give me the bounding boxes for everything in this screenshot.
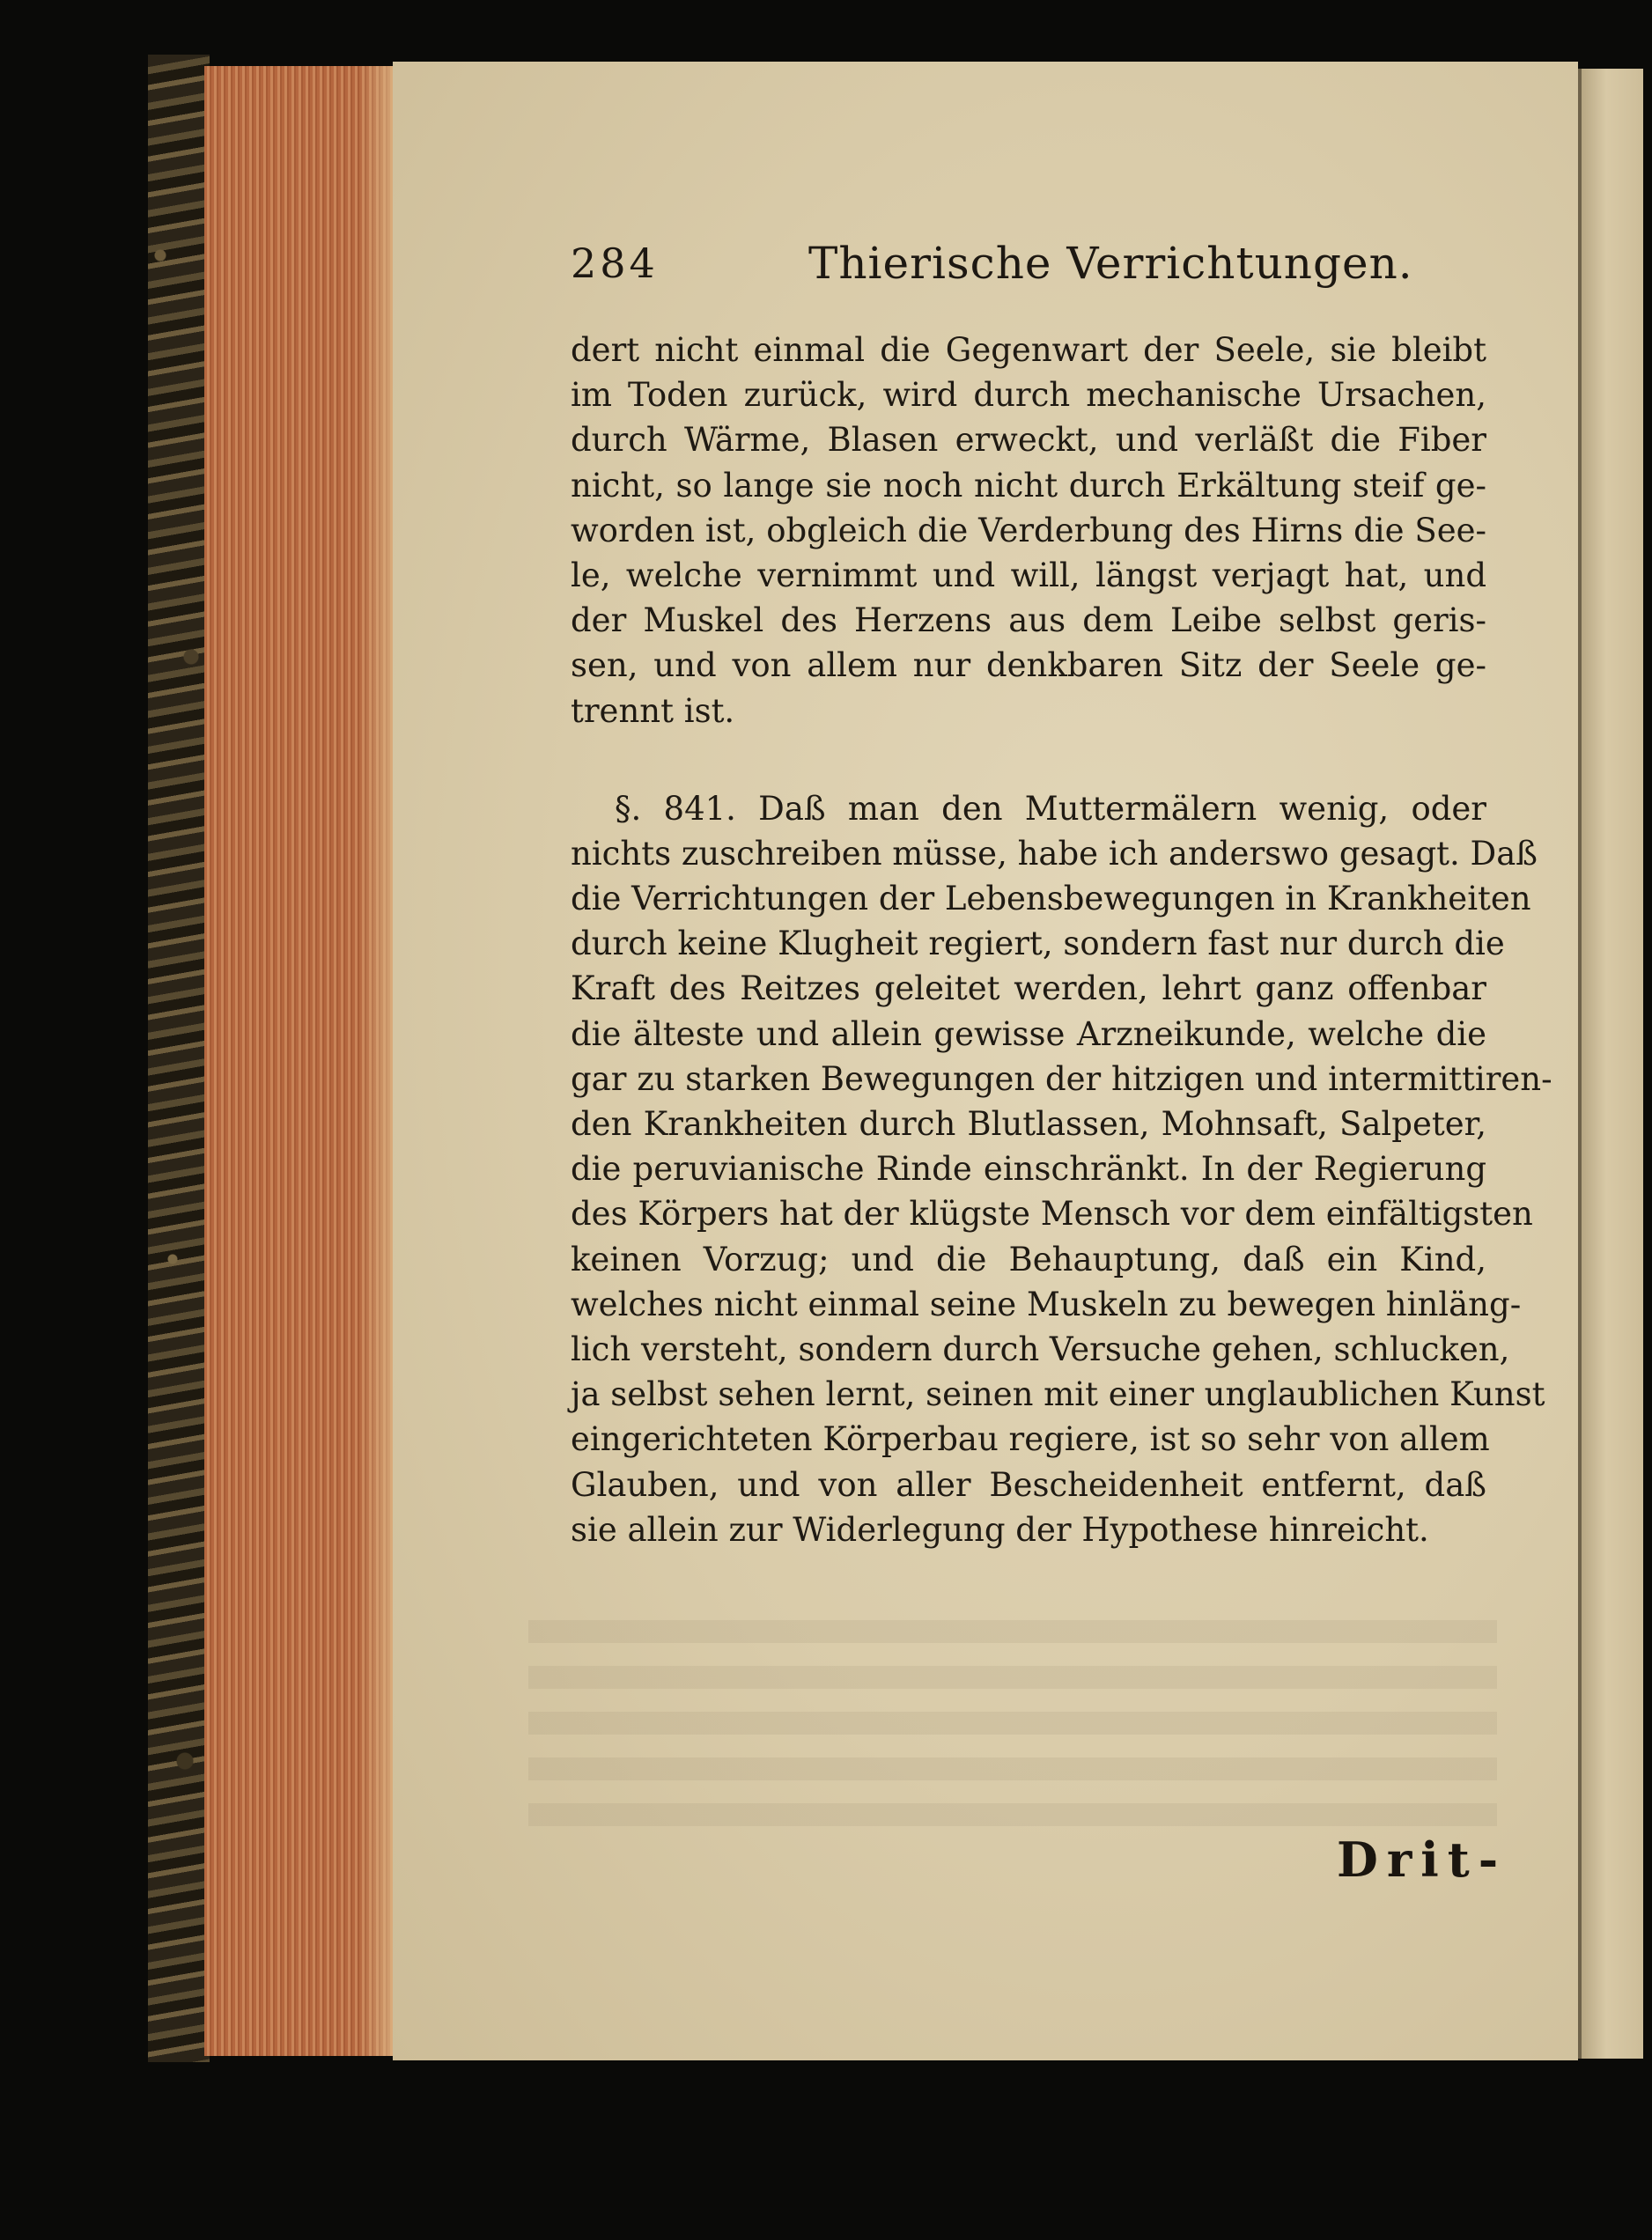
facing-page-edge <box>1578 69 1643 2059</box>
text-line: die Verrichtungen der Lebensbewegungen in Krankheiten <box>571 880 1531 918</box>
text-line: durch Wärme, Blasen erweckt, und verläßt die Fiber <box>571 421 1486 460</box>
text-line: gar zu starken Bewegungen der hitzigen und intermittiren- <box>571 1059 1552 1098</box>
text-line: keinen Vorzug; und die Behauptung, daß ein Kind, <box>571 1240 1486 1278</box>
text-line: die älteste und allein gewisse Arzneikunde, welche die <box>571 1014 1486 1053</box>
text-line: Glauben, und von aller Bescheidenheit entfernt, daß <box>571 1465 1486 1504</box>
show-through-bleed <box>528 1620 1497 1831</box>
text-line: nichts zuschreiben müsse, habe ich anderswo gesagt. Daß <box>571 834 1538 873</box>
text-line: sen, und von allem nur denkbaren Sitz der Seele ge- <box>571 646 1486 685</box>
catchword: Drit- <box>1337 1831 1508 1888</box>
paragraph-2 <box>571 786 1486 831</box>
text-line: welches nicht einmal seine Muskeln zu bewegen hinläng- <box>571 1285 1522 1323</box>
running-title: Thierische Verrichtungen. <box>808 238 1413 289</box>
book-cover-edge <box>148 55 210 2062</box>
text-line: lich versteht, sondern durch Versuche gehen, schlucken, <box>571 1330 1510 1368</box>
text-line: nicht, so lange sie noch nicht durch Erkältung steif ge- <box>571 466 1486 505</box>
page-edges <box>204 66 394 2056</box>
text-line: worden ist, obgleich die Verderbung des Hirns die See- <box>571 511 1486 549</box>
paragraph-2-body <box>571 831 1552 1552</box>
page-number: 284 <box>571 239 659 287</box>
text-line: ja selbst sehen lernt, seinen mit einer unglaublichen Kunst <box>571 1375 1545 1414</box>
text-line: trennt ist. <box>571 691 735 730</box>
text-line: im Toden zurück, wird durch mechanische Ursachen, <box>571 376 1486 415</box>
page-body <box>571 328 1552 1552</box>
text-line: le, welche vernimmt und will, längst verjagt hat, und <box>571 556 1486 594</box>
text-line: die peruvianische Rinde einschränkt. In der Regierung <box>571 1150 1486 1189</box>
text-line: Kraft des Reitzes geleitet werden, lehrt ganz offenbar <box>571 969 1486 1008</box>
text-line: dert nicht einmal die Gegenwart der Seele, sie bleibt <box>571 331 1486 369</box>
page-header <box>571 234 1486 305</box>
paragraph-gap <box>571 733 1486 786</box>
text-line: des Körpers hat der klügste Mensch vor dem einfältigsten <box>571 1195 1533 1234</box>
text-line: sie allein zur Widerlegung der Hypothese hinreicht. <box>571 1510 1429 1549</box>
paragraph-1 <box>571 328 1486 733</box>
text-line: durch keine Klugheit regiert, sondern fast nur durch die <box>571 925 1505 963</box>
text-line: §. 841. Daß man den Muttermälern wenig, oder <box>615 789 1486 828</box>
text-line: den Krankheiten durch Blutlassen, Mohnsaft, Salpeter, <box>571 1105 1486 1143</box>
text-line: eingerichteten Körperbau regiere, ist so sehr von allem <box>571 1420 1490 1459</box>
text-line: der Muskel des Herzens aus dem Leibe selbst geris- <box>571 601 1486 640</box>
